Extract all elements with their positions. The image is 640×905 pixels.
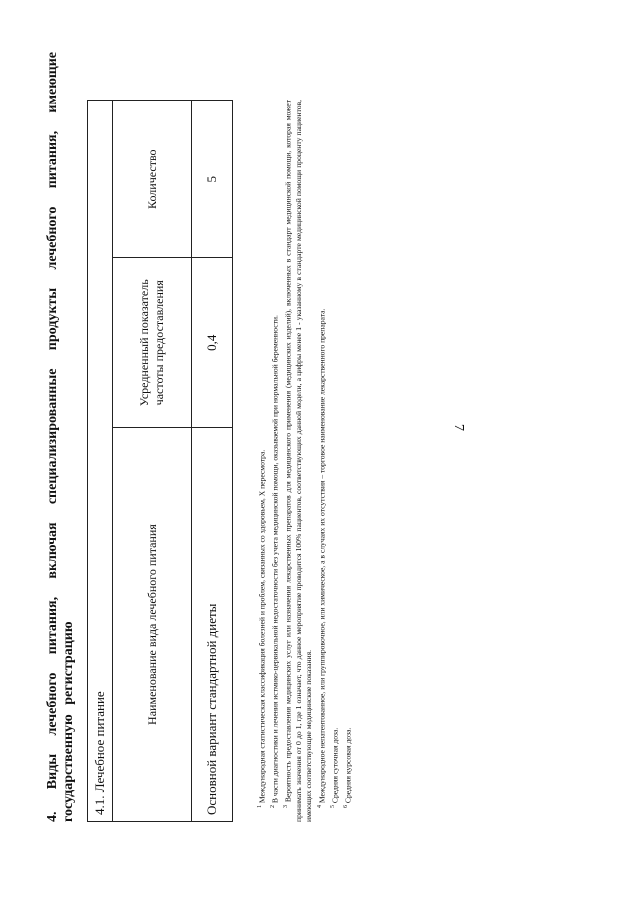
footnote-5: $^5$ Средняя суточная доза.: [329, 727, 340, 808]
section-number: 4.: [45, 811, 60, 822]
page-number: 7: [451, 424, 466, 431]
table-header-row: [113, 101, 192, 822]
footnote-4: $^4$ Международное непатентованное, или группировочное, или химическое, а в случаях их отсутствия – торговое наименование лекарственного препарата.: [316, 308, 327, 808]
table-category-cell: 4.1. Лечебное питание: [88, 101, 113, 822]
footnotes: [255, 100, 353, 822]
table-row: [192, 101, 233, 822]
footnote-3: $^3$ Вероятность предоставления медицинских услуг или назначения лекарственных препаратов для медицинского применения (медицинских изделий), включенных в стандарт медицинской помощи, которая может принимать значения от 0 до 1, где 1 означает, что данное мероприятие проводится 100% пациентов, соответствующих данной модели, а цифры менее 1 - указанному в стандарте медицинской помощи проценту пациентов, имеющих соответствующие медицинские показания.: [282, 100, 314, 822]
header-quantity: Количество: [113, 101, 192, 258]
header-frequency: Усредненный показатель частоты предоставления: [113, 258, 192, 428]
rotated-content: [45, 51, 353, 822]
footnote-1: $^1$ Международная статистическая классификация болезней и проблем, связанных со здоровьем, X пересмотра.: [257, 449, 267, 808]
section-heading: [45, 52, 77, 822]
header-name: Наименование вида лечебного питания: [113, 428, 192, 822]
row-frequency: 0,4: [192, 258, 233, 428]
row-quantity: 5: [192, 101, 233, 258]
section-title: Виды лечебного питания, включая специализированные продукты лечебного питания, имеющие государственную регистрацию: [45, 51, 76, 822]
nutrition-table: [87, 100, 233, 822]
row-name: Основной вариант стандартной диеты: [192, 428, 233, 822]
footnote-6: $^6$ Средняя курсовая доза.: [342, 727, 353, 808]
footnote-2: $^2$ В части диагностики и лечения истмико-цервикальной недостаточности без учета медицинской помощи, оказываемой при нормальной беременности.: [269, 315, 280, 808]
